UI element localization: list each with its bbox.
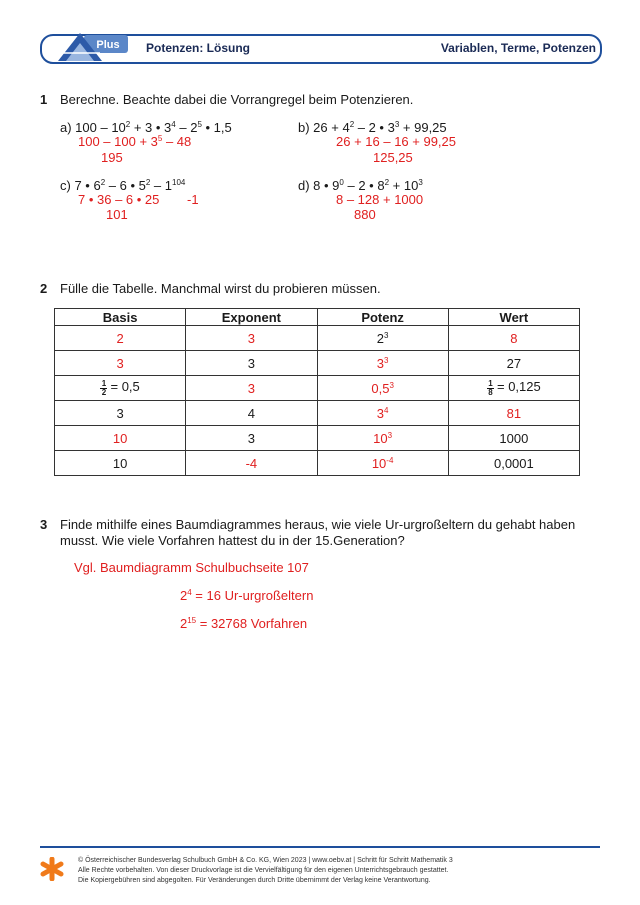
cell-wert: $\frac{1}{8}$ = 0,125 (448, 376, 579, 401)
table-row (55, 326, 580, 351)
task1a-result: 195 (101, 150, 123, 165)
cell-basis: 10 (55, 426, 186, 451)
cell-exponent: -4 (186, 451, 317, 476)
plus-logo (54, 31, 130, 65)
table-row (55, 451, 580, 476)
cell-exponent: 4 (186, 401, 317, 426)
cell-potenz: $10^3$ (317, 426, 448, 451)
cell-basis: 2 (55, 326, 186, 351)
cell-potenz: $3^3$ (317, 351, 448, 376)
cell-wert: 0,0001 (448, 451, 579, 476)
col-header-exponent: Exponent (186, 309, 317, 326)
col-header-wert: Wert (448, 309, 579, 326)
cell-potenz: $0,5^3$ (317, 376, 448, 401)
task3-answer2: $2^{15} = 32768$ Vorfahren (180, 616, 308, 631)
task3-answer-reference: Vgl. Baumdiagramm Schulbuchseite 107 (74, 560, 309, 575)
fraction: $\frac{1}{2}$ (101, 378, 107, 397)
cell-basis: $\frac{1}{2}$ = 0,5 (55, 376, 186, 401)
cell-exponent: 3 (186, 351, 317, 376)
cell-exponent: 3 (186, 326, 317, 351)
footer-copyright: © Österreichischer Bundesverlag Schulbuch GmbH & Co. KG, Wien 2023 | www.oebv.at | Schritt für Schritt Mathematik 3 Alle Rechte vorbehalten. Von dieser Druckvorlage ist die Vervielfältigung für den eigenen Unterrichtsgebrauch gestattet. Die Kopiergebühren sind abgegolten. Für Veränderungen durch Dritte übernimmt der Verlag keine Verantwortung. (78, 857, 453, 884)
cell-exponent: 3 (186, 426, 317, 451)
table-row (55, 401, 580, 426)
cell-wert: 8 (448, 326, 579, 351)
task1d-step: 8 – 128 + 1000 (336, 192, 424, 207)
cell-potenz: $10^{-4}$ (317, 451, 448, 476)
table-header-row (55, 309, 580, 326)
task1d-result: 880 (354, 207, 376, 222)
table-row (55, 376, 580, 401)
task3-instruction-line1: Finde mithilfe eines Baumdiagrammes heraus, wie viele Ur-urgroßeltern du gehabt haben (60, 517, 576, 532)
task3-answer1: $2^4 = 16$ Ur-urgroßeltern (180, 588, 314, 603)
asterisk-logo-icon (40, 857, 64, 881)
task1b-result: 125,25 (373, 150, 413, 165)
table-row (55, 426, 580, 451)
task1c-result: 101 (106, 207, 128, 222)
task1c-step2: -1 (187, 192, 199, 207)
cell-basis: 10 (55, 451, 186, 476)
task3-instruction-line2: musst. Wie viele Vorfahren hattest du in der 15.Generation? (60, 533, 405, 548)
task2-number: 2 (40, 281, 48, 296)
task1a-step: $100 - 100 + 3^5 - 48$ (78, 134, 192, 149)
cell-wert: 1000 (448, 426, 579, 451)
task1d-problem: d) 8 • $9^0 - 2$ • $8^2 + 10^3$ (298, 178, 423, 193)
task1a-problem: a) $100 - 10^2 + 3$ • $3^4 - 2^5$ • 1,5 (60, 120, 232, 135)
cell-potenz: $2^3$ (317, 326, 448, 351)
cell-wert: 27 (448, 351, 579, 376)
cell-wert: 81 (448, 401, 579, 426)
task1c-problem: c) 7 • $6^2 - 6$ • $5^2 - 1^{104}$ (60, 178, 186, 193)
col-header-basis: Basis (55, 309, 186, 326)
task1b-step: 26 + 16 – 16 + 99,25 (336, 134, 456, 149)
cell-basis: 3 (55, 351, 186, 376)
logo-text: Plus (96, 39, 120, 51)
task1-number: 1 (40, 92, 48, 107)
task1-instruction: Berechne. Beachte dabei die Vorrangregel beim Potenzieren. (60, 92, 414, 107)
cell-basis: 3 (55, 401, 186, 426)
footer-divider (40, 846, 600, 848)
table-row (55, 351, 580, 376)
page-title: Potenzen: Lösung (146, 41, 250, 55)
task1c-step: 7 • 36 – 6 • 25 (78, 192, 160, 207)
cell-potenz: $3^4$ (317, 401, 448, 426)
task1b-problem: b) $26 + 4^2 - 2$ • $3^3 + 99,25$ (298, 120, 447, 135)
cell-exponent: 3 (186, 376, 317, 401)
page-topic: Variablen, Terme, Potenzen (440, 41, 596, 55)
power-table (54, 308, 580, 476)
fraction: $\frac{1}{8}$ (488, 378, 493, 397)
task2-instruction: Fülle die Tabelle. Manchmal wirst du probieren müssen. (60, 281, 381, 296)
task3-number: 3 (40, 517, 48, 532)
col-header-potenz: Potenz (317, 309, 448, 326)
